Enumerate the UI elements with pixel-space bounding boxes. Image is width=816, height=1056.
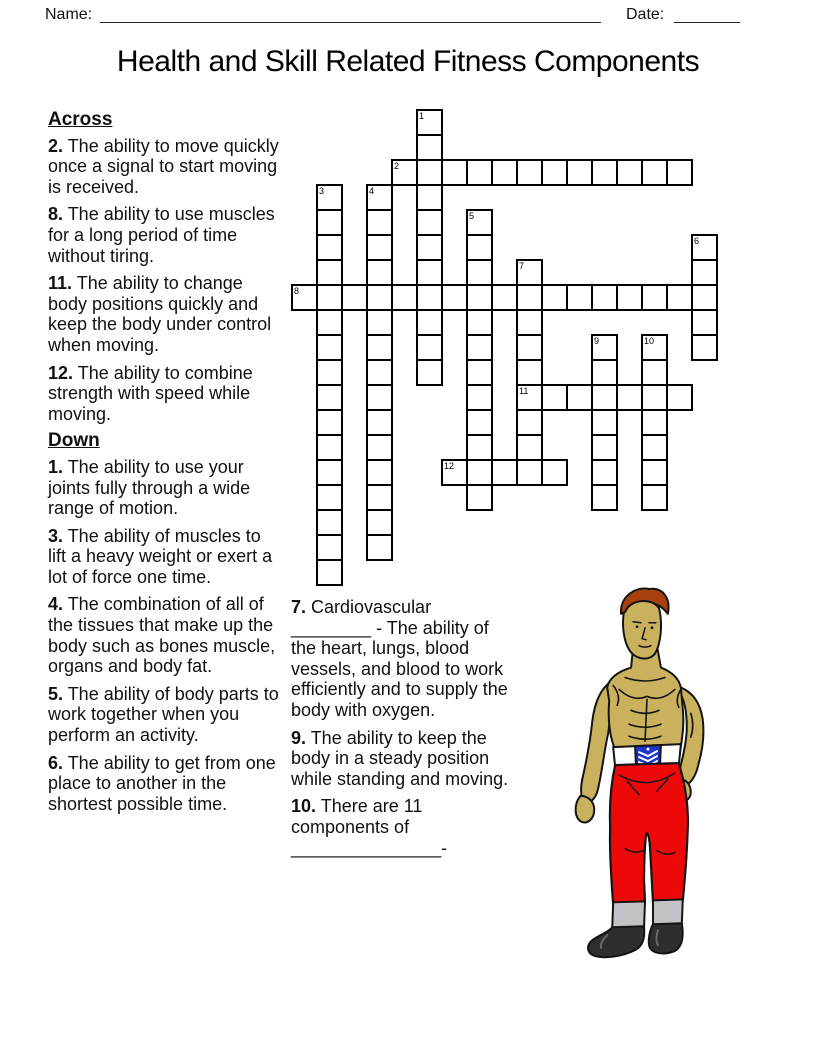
grid-cell[interactable] [316, 434, 343, 461]
grid-cell[interactable] [516, 284, 543, 311]
grid-cell[interactable] [516, 334, 543, 361]
grid-cell[interactable] [441, 459, 468, 486]
grid-cell[interactable] [366, 534, 393, 561]
grid-cell[interactable] [466, 334, 493, 361]
grid-cell-number: 7 [519, 261, 525, 271]
grid-cell[interactable] [416, 309, 443, 336]
grid-cell[interactable] [316, 209, 343, 236]
grid-cell[interactable] [391, 284, 418, 311]
grid-cell[interactable] [416, 234, 443, 261]
grid-cell[interactable] [441, 284, 468, 311]
grid-cell[interactable] [591, 459, 618, 486]
grid-cell[interactable] [416, 284, 443, 311]
man-left-cuff [612, 901, 645, 929]
grid-cell[interactable] [516, 434, 543, 461]
grid-cell-number: 6 [694, 236, 700, 246]
date-label: Date: [626, 6, 665, 23]
grid-cell[interactable] [366, 359, 393, 386]
grid-cell[interactable] [691, 334, 718, 361]
grid-cell[interactable] [616, 384, 643, 411]
grid-cell[interactable] [316, 309, 343, 336]
across-clue-list [48, 136, 281, 425]
down-heading: Down [48, 430, 100, 452]
crossword-grid [291, 109, 719, 587]
clue-5-down: 5. The ability of body parts to work together when you perform an activity. [48, 683, 279, 746]
down-clue-list-continued [291, 597, 515, 858]
grid-cell[interactable] [366, 484, 393, 511]
name-label: Name: [45, 6, 93, 23]
down-clue-list [48, 457, 281, 815]
man-right-cuff [653, 899, 683, 926]
across-heading: Across [48, 109, 113, 130]
grid-cell[interactable] [641, 334, 668, 361]
grid-cell-number: 4 [369, 186, 375, 196]
page-title: Health and Skill Related Fitness Components [116, 45, 700, 78]
clue-3-down: 3. The ability of muscles to lift a heavy weight or exert a lot of force one time. [48, 525, 273, 587]
grid-cell[interactable] [316, 384, 343, 411]
grid-cell[interactable] [541, 284, 568, 311]
grid-cell[interactable] [441, 159, 468, 186]
clue-number: 10. [291, 796, 317, 817]
grid-cell[interactable] [541, 459, 568, 486]
clue-6-down: 6. The ability to get from one place to another in the shortest possible time. [48, 752, 276, 814]
grid-cell-number: 8 [294, 286, 300, 296]
grid-cell[interactable] [391, 159, 418, 186]
clue-number: 1. [48, 456, 64, 477]
grid-cell[interactable] [316, 559, 343, 586]
grid-cell[interactable] [466, 159, 493, 186]
clue-12-across: 12. The ability to combine strength with speed while moving. [48, 362, 253, 424]
grid-cell[interactable] [466, 359, 493, 386]
grid-cell[interactable] [641, 434, 668, 461]
grid-cell[interactable] [316, 184, 343, 211]
grid-cell[interactable] [291, 284, 318, 311]
grid-cell[interactable] [516, 259, 543, 286]
grid-cell-number: 5 [469, 211, 475, 221]
grid-cell[interactable] [366, 234, 393, 261]
grid-cell[interactable] [466, 234, 493, 261]
grid-cell[interactable] [366, 434, 393, 461]
grid-cell[interactable] [616, 284, 643, 311]
man-right-boot [649, 923, 683, 953]
grid-cell[interactable] [516, 384, 543, 411]
grid-cell[interactable] [366, 459, 393, 486]
grid-cell[interactable] [316, 509, 343, 536]
grid-cell[interactable] [416, 334, 443, 361]
grid-cell[interactable] [491, 284, 518, 311]
grid-cell[interactable] [416, 359, 443, 386]
grid-cell[interactable] [641, 159, 668, 186]
clue-4-down: 4. The combination of all of the tissues that make up the body such as bones muscle, organs and body fat. [48, 594, 276, 677]
grid-cell[interactable] [516, 459, 543, 486]
grid-cell[interactable] [416, 109, 443, 136]
man-pants [610, 763, 688, 904]
grid-cell[interactable] [641, 459, 668, 486]
grid-cell[interactable] [466, 484, 493, 511]
grid-cell[interactable] [341, 284, 368, 311]
grid-cell[interactable] [366, 409, 393, 436]
grid-cell-number: 1 [419, 111, 425, 121]
man-left-hand [576, 796, 595, 823]
grid-cell[interactable] [366, 509, 393, 536]
clue-number: 9. [291, 727, 307, 748]
grid-cell[interactable] [316, 234, 343, 261]
name-line[interactable] [100, 22, 601, 23]
man-left-boot [588, 926, 644, 957]
grid-cell[interactable] [591, 409, 618, 436]
clue-number: 5. [48, 683, 64, 704]
grid-cell[interactable] [566, 159, 593, 186]
grid-cell[interactable] [591, 334, 618, 361]
grid-cell[interactable] [466, 209, 493, 236]
grid-cell[interactable] [591, 484, 618, 511]
grid-cell-number: 9 [594, 336, 600, 346]
grid-cell-number: 11 [519, 386, 529, 396]
grid-cell[interactable] [641, 284, 668, 311]
clue-8-across: 8. The ability to use muscles for a long period of time without tiring. [48, 204, 275, 266]
grid-cell[interactable] [641, 384, 668, 411]
grid-cell-number: 10 [644, 336, 655, 346]
grid-cell-number: 2 [394, 161, 400, 171]
grid-cell[interactable] [416, 159, 443, 186]
grid-cell[interactable] [566, 284, 593, 311]
grid-cell-number: 3 [319, 186, 325, 196]
man-face [623, 599, 661, 658]
clue-number: 2. [48, 135, 64, 156]
grid-cell[interactable] [666, 284, 693, 311]
grid-cell[interactable] [591, 434, 618, 461]
clue-number: 7. [291, 597, 307, 617]
clue-2-across: 2. The ability to move quickly once a signal to start moving is received. [48, 135, 279, 197]
clues-middle-column [291, 597, 515, 865]
grid-cell[interactable] [316, 409, 343, 436]
grid-cell[interactable] [466, 284, 493, 311]
grid-cell[interactable] [641, 409, 668, 436]
grid-cell[interactable] [316, 284, 343, 311]
grid-cell[interactable] [366, 309, 393, 336]
grid-cell[interactable] [366, 209, 393, 236]
grid-cell-number: 12 [444, 461, 455, 471]
grid-cell[interactable] [691, 284, 718, 311]
clue-10-down: 10. There are 11 components of _______________- [291, 796, 448, 858]
grid-cell[interactable] [616, 159, 643, 186]
grid-cell[interactable] [641, 359, 668, 386]
grid-cell[interactable] [666, 159, 693, 186]
grid-cell[interactable] [516, 159, 543, 186]
date-line[interactable] [674, 22, 740, 23]
clue-number: 6. [48, 752, 64, 773]
clue-11-across: 11. The ability to change body positions quickly and keep the body under control when moving. [48, 273, 272, 355]
clue-number: 11. [48, 273, 73, 294]
grid-cell[interactable] [591, 359, 618, 386]
clue-number: 4. [48, 594, 64, 615]
grid-cell[interactable] [466, 459, 493, 486]
clues-left-column [48, 110, 281, 821]
grid-cell[interactable] [466, 384, 493, 411]
clue-7-down: 7. Cardiovascular ________ - The ability of the heart, lungs, blood vessels, and blood to work efficiently and to supply the body with oxygen. [291, 597, 508, 720]
grid-cell[interactable] [366, 284, 393, 311]
clue-9-down: 9. The ability to keep the body in a steady position while standing and moving. [291, 727, 509, 789]
grid-cell[interactable] [466, 259, 493, 286]
grid-cell[interactable] [366, 334, 393, 361]
clue-number: 12. [48, 362, 74, 383]
fitness-man-illustration [563, 584, 731, 962]
clue-number: 8. [48, 204, 64, 225]
grid-cell[interactable] [666, 384, 693, 411]
grid-cell[interactable] [516, 359, 543, 386]
grid-cell[interactable] [541, 159, 568, 186]
grid-cell[interactable] [591, 159, 618, 186]
grid-cell[interactable] [416, 209, 443, 236]
grid-cell[interactable] [366, 384, 393, 411]
grid-cell[interactable] [366, 184, 393, 211]
grid-cell[interactable] [316, 459, 343, 486]
grid-cell[interactable] [541, 384, 568, 411]
clue-number: 3. [48, 525, 64, 546]
grid-cell[interactable] [591, 284, 618, 311]
grid-cell[interactable] [516, 409, 543, 436]
grid-cell[interactable] [466, 434, 493, 461]
grid-cell[interactable] [416, 134, 443, 161]
grid-cell[interactable] [316, 359, 343, 386]
grid-cell[interactable] [466, 409, 493, 436]
grid-cell[interactable] [466, 309, 493, 336]
grid-cell[interactable] [641, 484, 668, 511]
grid-cell[interactable] [316, 334, 343, 361]
grid-cell[interactable] [691, 309, 718, 336]
grid-cell[interactable] [516, 309, 543, 336]
grid-cell[interactable] [691, 234, 718, 261]
grid-cell[interactable] [416, 259, 443, 286]
grid-cell[interactable] [566, 384, 593, 411]
grid-cell[interactable] [416, 184, 443, 211]
grid-cell[interactable] [491, 159, 518, 186]
grid-cell[interactable] [591, 384, 618, 411]
grid-cell[interactable] [316, 259, 343, 286]
grid-cell[interactable] [366, 259, 393, 286]
grid-cell[interactable] [316, 484, 343, 511]
grid-cell[interactable] [691, 259, 718, 286]
grid-cell[interactable] [491, 459, 518, 486]
grid-cell[interactable] [316, 534, 343, 561]
clue-1-down: 1. The ability to use your joints fully through a wide range of motion. [48, 456, 251, 519]
